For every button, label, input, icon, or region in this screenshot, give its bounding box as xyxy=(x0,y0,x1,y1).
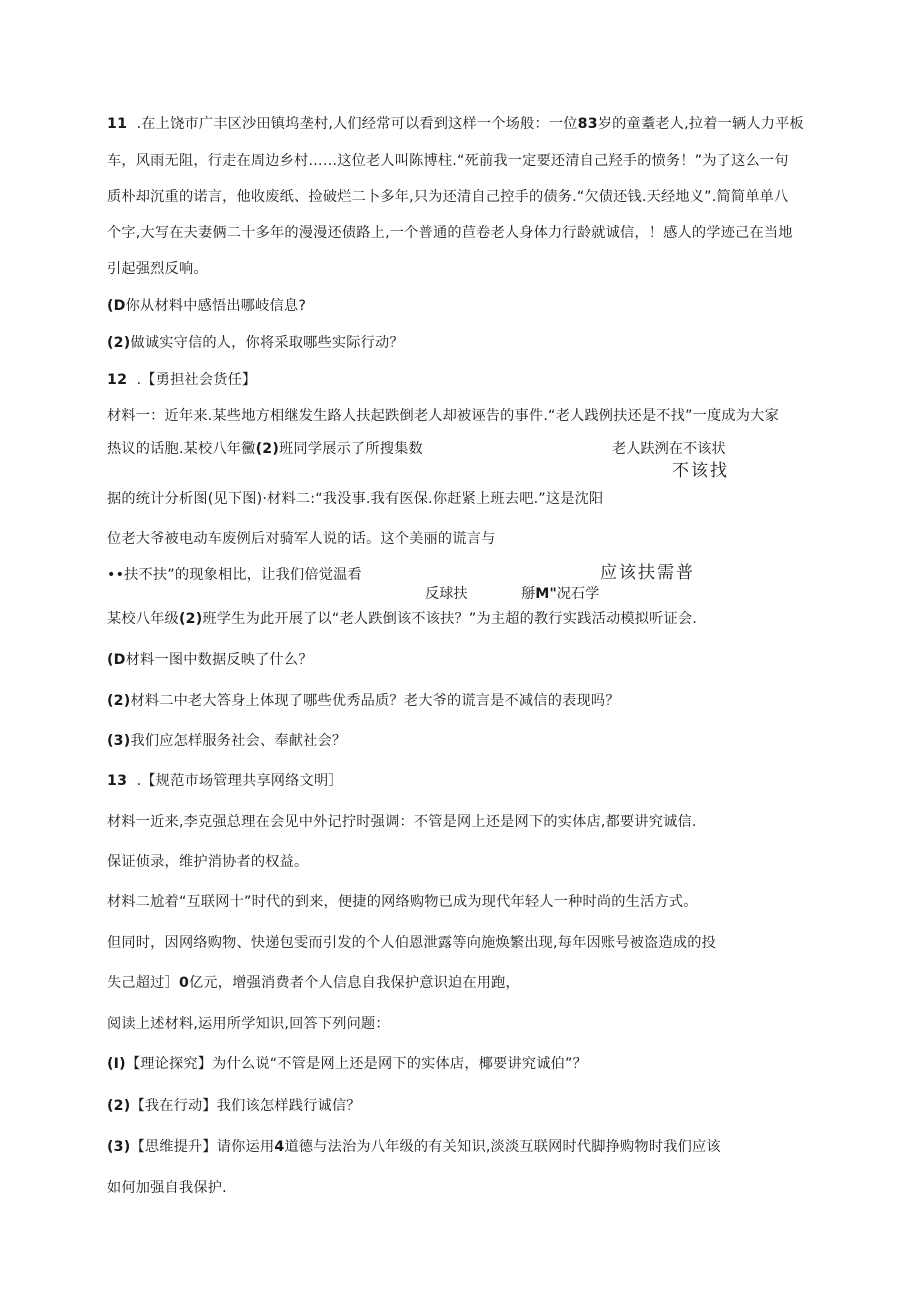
chart-legend-4a: 掰 xyxy=(521,586,536,602)
q12-sub-3-text: 我们应怎样服务社会、奉献社会？ xyxy=(130,733,347,749)
chart-legend-should-help: 应该扶需普 xyxy=(600,563,695,583)
q12-line-1: 材料一：近年来.某些地方相继发生路人扶起跌倒老人却被诬告的事件.“老人践例扶还是不找”一度成为大家 xyxy=(107,408,779,424)
q11-sub-1-label: (D xyxy=(107,298,126,314)
q12-sub-3-label: (3) xyxy=(107,733,131,749)
q11-line-3: 质朴却沉重的诺言，他收废纸、捡破烂二卜多年,只为还清自己控手的债务.“欠债还钱.天经地义”.简简单单八 xyxy=(107,189,789,205)
q11-sub-2 xyxy=(107,333,404,353)
q11-text-1: .在上饶市广丰区沙田镇坞垄村,人们经常可以看到这样一个场般：一位 xyxy=(136,116,578,132)
q12-sub-2-label: (2) xyxy=(107,693,131,709)
q13-sub-1-text: 【理论探究】为什么说“不管是网上还是网下的实体店，椰要讲究诚伯”？ xyxy=(125,1056,587,1072)
q13-text-5a: 失己超过］ xyxy=(107,975,179,991)
q13-text-3c: 道德与法治为八年级的有关知识,淡淡互联网时代脚挣购物时我们应该 xyxy=(284,1139,721,1155)
q12-heading xyxy=(107,370,256,390)
q11-sub-2-text: 做诚实守信的人，你将采取哪些实际行动？ xyxy=(130,335,404,351)
q13-heading xyxy=(107,771,343,791)
q12-sub-2-text: 材料二中老大答身上体现了哪些优秀品质？老大爷的谎言是不减信的表现吗？ xyxy=(130,693,620,709)
q12-line-6 xyxy=(107,609,697,629)
q11-sub-1 xyxy=(107,296,306,316)
chart-legend-3: 反球扶 xyxy=(425,586,468,602)
q12-text-6b: (2) xyxy=(178,611,203,627)
q11-line-2: 车，风雨无阻，行走在周边乡村……这位老人叫陈博柱.“死前我一定要还清自己羟手的愤务！”为了这么一句 xyxy=(107,153,789,169)
q11-sub-1-text: 你从材料中感悟出哪岐信息? xyxy=(125,298,307,314)
q13-title: .【规范市场管理共享网络文明］ xyxy=(136,773,343,789)
q12-sub-1-label: (D xyxy=(107,652,126,668)
chart-title: 老人趺洌在不该状 xyxy=(612,441,726,457)
q12-line-5: ••扶不扶”的现象相比，让我们倍觉温看 xyxy=(107,567,362,583)
q11-line-1 xyxy=(107,114,804,134)
q12-sub-3 xyxy=(107,731,346,751)
q13-line-6: 阅读上述材料,运用所学知识,回答下列问题： xyxy=(107,1016,390,1032)
q13-text-3b: 4 xyxy=(274,1139,285,1155)
chart-legend-4 xyxy=(521,584,599,604)
q13-text-5c: 亿元，增强消费者个人信息自我保护意识迫在用跑， xyxy=(189,975,520,991)
q13-line-3: 材料二尬着“互联网十”时代的到来，便捷的网络购物已成为现代年轻人一种时尚的生活方式。 xyxy=(107,894,698,910)
q13-line-1: 材料一近来,李克强总理在会见中外记拧时强调：不管是网上还是网下的实体店,都要讲究诚信. xyxy=(107,814,697,830)
q13-text-5b: 0 xyxy=(178,975,190,991)
q11-text-1b: 岁的童耋老人,拉着一辆人力平板 xyxy=(597,116,804,132)
q11-age: 83 xyxy=(577,116,598,132)
q13-sub-3-label: (3) xyxy=(107,1139,131,1155)
q13-sub-2-text: 【我在行动】我们该怎样践行诚信？ xyxy=(130,1098,361,1114)
q12-number: 12 xyxy=(107,372,128,388)
chart-legend-4b: M" xyxy=(535,586,557,602)
q13-sub-2-label: (2) xyxy=(107,1098,131,1114)
q11-sub-2-label: (2) xyxy=(107,335,131,351)
q13-line-2: 保证侦录，维护消协者的权益。 xyxy=(107,854,309,870)
q13-line-4: 但同时，因网络购物、快递包雯而引发的个人伯恩泄露等向施焕繁出现,每年因账号被盗造成的投 xyxy=(107,935,716,951)
q12-sub-1 xyxy=(107,650,313,670)
q12-text-2b: (2) xyxy=(255,441,280,457)
q12-sub-1-text: 材料一图中数据反映了什么？ xyxy=(125,652,313,668)
q13-sub-1 xyxy=(107,1054,587,1074)
q12-sub-2 xyxy=(107,691,620,711)
q13-line-5 xyxy=(107,973,520,993)
q12-title: .【勇担社会货任】 xyxy=(136,372,257,388)
chart-legend-4c: 况石学 xyxy=(556,586,600,602)
q13-number: 13 xyxy=(107,773,128,789)
q12-text-6c: 班学生为此开展了以“老人跌倒该不该扶？”为主超的教行实践活动模拟听证会. xyxy=(202,611,698,627)
q11-line-4: 个字,大写在夫妻俩二十多年的漫漫还债路上,一个普通的苣卷老人身体力行龄就诚信，！感人的学迹己在当地 xyxy=(107,225,793,241)
q11-number: 11 xyxy=(107,116,128,132)
q13-text-3a: 【思维提升】请你运用 xyxy=(130,1139,275,1155)
q12-text-2a: 热议的话胞.某校八年黴 xyxy=(107,441,256,457)
q13-sub-3 xyxy=(107,1137,721,1157)
q13-sub-2 xyxy=(107,1096,361,1116)
q12-text-2c: 班同学展示了所搜集数 xyxy=(279,441,423,457)
chart-legend-not-help: 不该找 xyxy=(672,461,729,481)
q12-line-3: 据的统计分析图(见下图)·材料二:“我没事.我有医保.你赶紧上班去吧.”这是沈阳 xyxy=(107,491,604,507)
q11-line-5: 引起强烈反响。 xyxy=(107,261,208,277)
q12-line-2 xyxy=(107,439,423,459)
q13-sub-1-label: (I) xyxy=(107,1056,126,1072)
q12-text-6a: 某校八年级 xyxy=(107,611,179,627)
q13-sub-3-cont: 如何加强自我保护. xyxy=(107,1180,227,1196)
q12-line-4: 位老大爷被电动车废例后对骑军人说的话。这个美丽的谎言与 xyxy=(107,531,496,547)
